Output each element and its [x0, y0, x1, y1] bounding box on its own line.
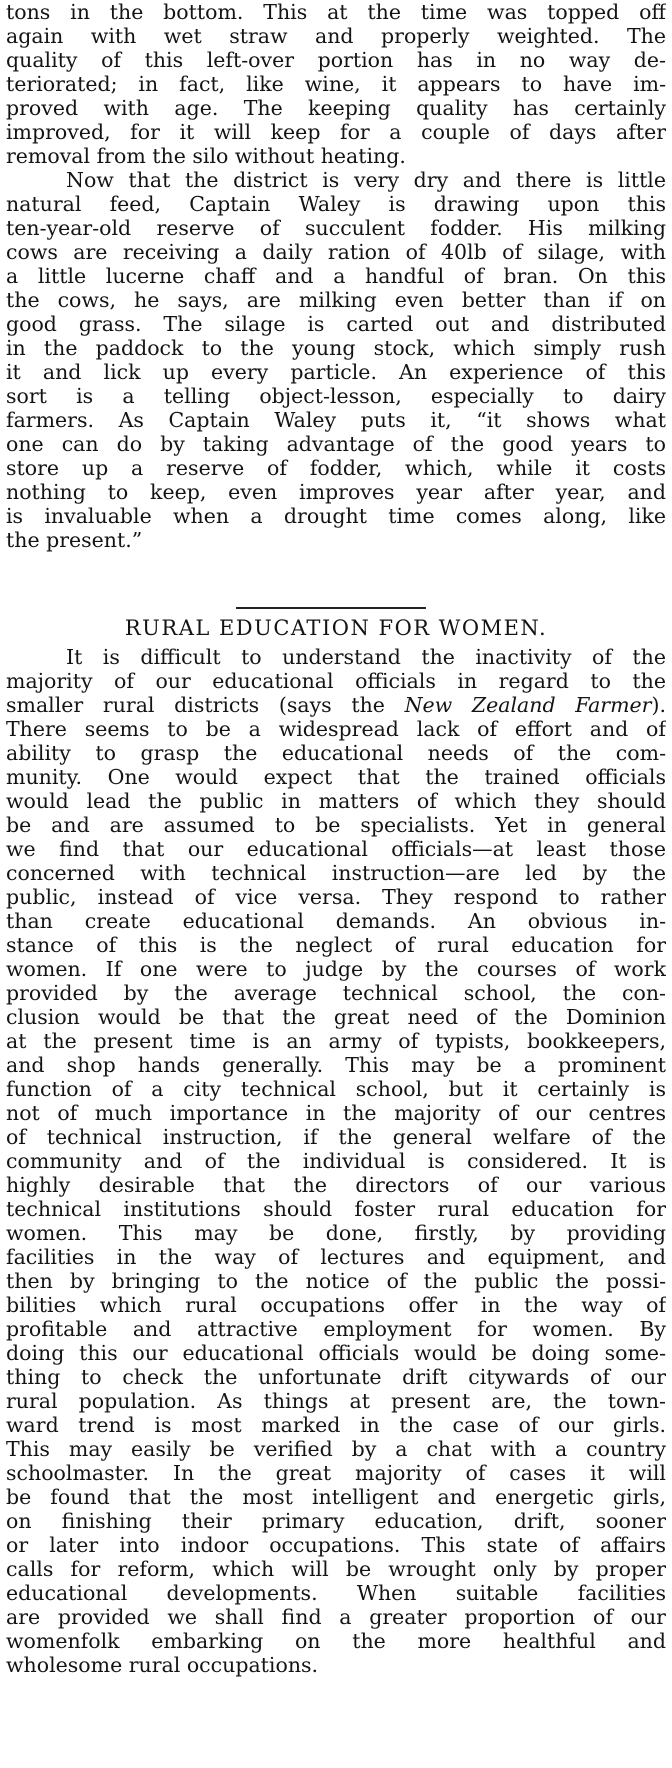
text-line: sort is a telling object-lesson, especially to dairy [6, 384, 666, 408]
text-line: calls for reform, which will be wrought only by proper [6, 1557, 666, 1581]
text-line: natural feed, Captain Waley is drawing upon this [6, 192, 666, 216]
text-fragment: ). [651, 693, 666, 717]
text-line: ward trend is most marked in the case of our girls. [6, 1413, 666, 1437]
text-line: concerned with technical instruction—are led by the [6, 861, 666, 885]
text-line: of technical instruction, if the general welfare of the [6, 1125, 666, 1149]
text-line: store up a reserve of fodder, which, while it costs [6, 456, 666, 480]
text-line: one can do by taking advantage of the good years to [6, 432, 666, 456]
text-line: proved with age. The keeping quality has certainly [6, 96, 666, 120]
text-line: highly desirable that the directors of our various [6, 1173, 666, 1197]
text-line: function of a city technical school, but it certainly is [6, 1077, 666, 1101]
text-line: womenfolk embarking on the more healthful and [6, 1629, 666, 1653]
text-line: nothing to keep, even improves year after year, and [6, 480, 666, 504]
text-line: farmers. As Captain Waley puts it, “it shows what [6, 408, 666, 432]
text-line [6, 693, 666, 717]
text-line: facilities in the way of lectures and equipment, and [6, 1245, 666, 1269]
text-line: Now that the district is very dry and there is little [66, 168, 666, 192]
text-line: women. If one were to judge by the courses of work [6, 957, 666, 981]
text-line: in the paddock to the young stock, which simply rush [6, 336, 666, 360]
text-line: the cows, he says, are milking even better than if on [6, 288, 666, 312]
text-line: it and lick up every particle. An experience of this [6, 360, 666, 384]
text-line: wholesome rural occupations. [6, 1653, 319, 1677]
text-line: cows are receiving a daily ration of 40lb of silage, with [6, 240, 666, 264]
text-line: be and are assumed to be specialists. Yet in general [6, 813, 666, 837]
text-line: provided by the average technical school, the con- [6, 981, 666, 1005]
text-line: educational developments. When suitable facilities [6, 1581, 666, 1605]
text-line: we find that our educational officials—at least those [6, 837, 666, 861]
text-fragment: smaller rural districts (says the [6, 693, 405, 717]
text-line: or later into indoor occupations. This state of affairs [6, 1533, 666, 1557]
text-line: women. This may be done, firstly, by providing [6, 1221, 666, 1245]
text-line: is invaluable when a drought time comes along, like [6, 504, 666, 528]
text-line: This may easily be verified by a chat with a country [6, 1437, 666, 1461]
text-line: profitable and attractive employment for women. By [6, 1317, 666, 1341]
text-line: then by bringing to the notice of the public the possi- [6, 1269, 666, 1293]
text-line: community and of the individual is considered. It is [6, 1149, 666, 1173]
text-line: again with wet straw and properly weighted. The [6, 24, 666, 48]
text-line: than create educational demands. An obvious in- [6, 909, 666, 933]
text-line: It is difficult to understand the inactivity of the [66, 645, 666, 669]
text-line: be found that the most intelligent and energetic girls, [6, 1485, 666, 1509]
text-line: clusion would be that the great need of the Dominion [6, 1005, 666, 1029]
text-line: rural population. As things at present are, the town- [6, 1389, 666, 1413]
text-line: majority of our educational officials in regard to the [6, 669, 666, 693]
section-divider [236, 607, 426, 609]
text-line: schoolmaster. In the great majority of cases it will [6, 1461, 666, 1485]
text-line: good grass. The silage is carted out and distributed [6, 312, 666, 336]
text-line: thing to check the unfortunate drift citywards of our [6, 1365, 666, 1389]
text-line: a little lucerne chaff and a handful of bran. On this [6, 264, 666, 288]
text-line: quality of this left-over portion has in no way de- [6, 48, 666, 72]
text-line: ability to grasp the educational needs of the com- [6, 741, 666, 765]
text-line: ten-year-old reserve of succulent fodder. His milking [6, 216, 666, 240]
publication-name: New Zealand Farmer [404, 693, 652, 717]
text-line: are provided we shall find a greater proportion of our [6, 1605, 666, 1629]
text-line: removal from the silo without heating. [6, 144, 406, 168]
text-line: bilities which rural occupations offer in the way of [6, 1293, 666, 1317]
text-line: teriorated; in fact, like wine, it appears to have im- [6, 72, 666, 96]
text-line: at the present time is an army of typists, bookkeepers, [6, 1029, 666, 1053]
text-line: would lead the public in matters of which they should [6, 789, 666, 813]
text-line: not of much importance in the majority of our centres [6, 1101, 666, 1125]
text-line: and shop hands generally. This may be a prominent [6, 1053, 666, 1077]
text-line: doing this our educational officials would be doing some- [6, 1341, 666, 1365]
text-line: There seems to be a widespread lack of effort and of [6, 717, 666, 741]
text-line: munity. One would expect that the trained officials [6, 765, 666, 789]
text-line: tons in the bottom. This at the time was topped off [6, 0, 666, 24]
text-line: on finishing their primary education, drift, sooner [6, 1509, 666, 1533]
article-heading: RURAL EDUCATION FOR WOMEN. [124, 616, 548, 640]
text-line: public, instead of vice versa. They respond to rather [6, 885, 666, 909]
text-line: technical institutions should foster rural education for [6, 1197, 666, 1221]
text-line: stance of this is the neglect of rural education for [6, 933, 666, 957]
text-line: the present.” [6, 528, 143, 552]
text-line: improved, for it will keep for a couple of days after [6, 120, 666, 144]
